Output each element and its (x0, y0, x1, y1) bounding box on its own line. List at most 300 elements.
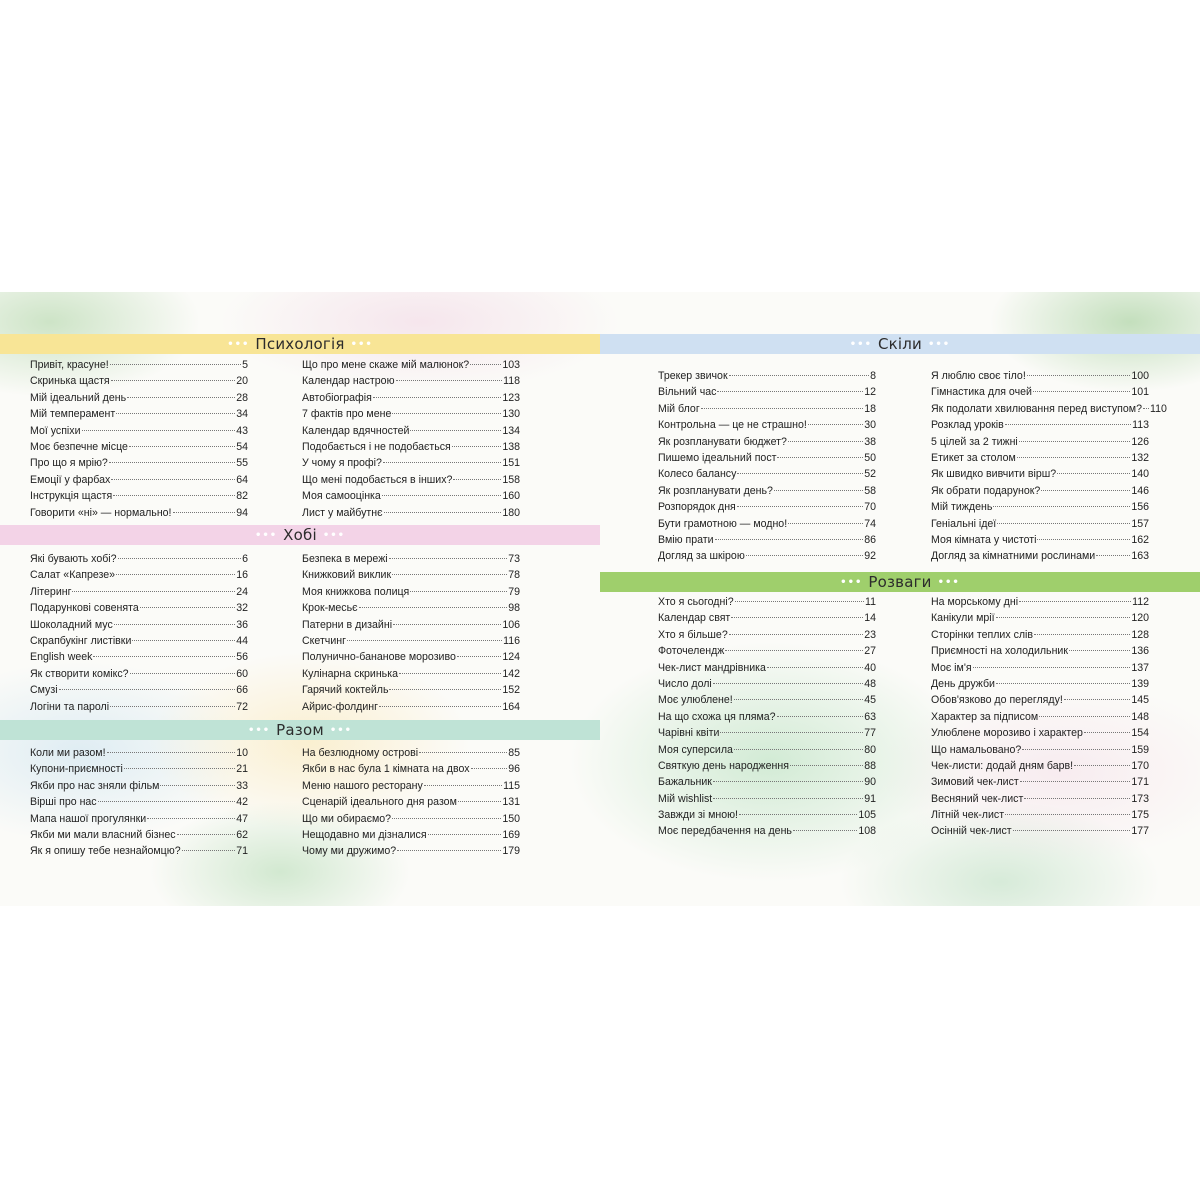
section-skills-header (600, 334, 1200, 354)
decor-dots: ••• (329, 724, 353, 736)
toc-entry-title: Якби в нас була 1 кімната на двох (302, 763, 470, 776)
dot-leader (130, 673, 236, 674)
toc-entry-title: Хто я сьогодні? (658, 596, 734, 608)
toc-entry (931, 758, 1149, 774)
dot-leader (392, 574, 507, 575)
toc-entry-page: 50 (864, 451, 876, 464)
toc-entry (30, 778, 248, 794)
toc-entry-page: 12 (864, 386, 876, 399)
toc-entry (30, 551, 248, 567)
toc-entry (931, 434, 1149, 450)
toc-entry (931, 742, 1149, 758)
toc-entry (302, 390, 520, 406)
dot-leader (471, 768, 508, 769)
toc-entry-title: Логіни та паролі (30, 700, 110, 713)
toc-entry (30, 699, 248, 715)
dot-leader (359, 607, 508, 608)
toc-entry-page: 92 (864, 550, 876, 563)
toc-entry (302, 357, 520, 373)
dot-leader (410, 430, 501, 431)
toc-entry-page: 138 (502, 440, 520, 453)
toc-entry-title: Кулінарна скринька (302, 667, 398, 680)
dot-leader (111, 479, 235, 480)
toc-entry-page: 179 (502, 845, 520, 858)
toc-entry-title: Які бувають хобі? (30, 553, 117, 565)
toc-entry-title: Коли ми разом! (30, 747, 106, 759)
toc-entry (931, 807, 1149, 823)
dot-leader (373, 397, 501, 398)
toc-entry-page: 113 (1132, 419, 1149, 432)
toc-entry-page: 36 (236, 618, 248, 631)
toc-entry-title: Вмію прати (658, 533, 714, 546)
toc-entry-title: Моя книжкова полиця (302, 585, 410, 598)
toc-entry-title: Якби про нас зняли фільм (30, 779, 160, 792)
toc-entry-title: Як обрати подарунок? (931, 484, 1041, 497)
dot-leader (734, 749, 863, 750)
toc-entry-page: 101 (1131, 386, 1149, 399)
section-hobby-header (0, 525, 600, 545)
toc-entry-page: 66 (236, 684, 248, 697)
dot-leader (777, 457, 863, 458)
toc-entry (302, 649, 520, 665)
toc-entry-title: Літеринг (30, 585, 72, 598)
toc-entry-page: 72 (236, 700, 248, 713)
toc-entry-page: 140 (1131, 468, 1149, 481)
toc-entry (30, 423, 248, 439)
toc-entry (931, 643, 1149, 659)
toc-entry-title: Скрапбукінг листівки (30, 634, 132, 647)
dot-leader (1005, 424, 1131, 425)
dot-leader (384, 512, 502, 513)
toc-entry-page: 20 (236, 375, 248, 388)
dot-leader (93, 656, 235, 657)
dot-leader (1143, 408, 1149, 409)
toc-entry-page: 64 (236, 473, 248, 486)
dot-leader (116, 413, 235, 414)
toc-entry (931, 466, 1149, 482)
dot-leader (147, 818, 235, 819)
toc-entry-title: На морському дні (931, 596, 1019, 608)
toc-entry-page: 79 (508, 585, 520, 598)
toc-entry-title: Моя суперсила (658, 743, 733, 756)
dot-leader (1039, 716, 1130, 717)
toc-entry-page: 171 (1131, 776, 1149, 789)
toc-entry (658, 676, 876, 692)
toc-entry-page: 126 (1131, 435, 1149, 448)
toc-entry-page: 45 (864, 694, 876, 707)
dot-leader (182, 850, 236, 851)
toc-entry (658, 709, 876, 725)
toc-entry-page: 145 (1131, 694, 1149, 707)
toc-entry (30, 682, 248, 698)
toc-entry-title: Вірші про нас (30, 796, 97, 809)
dot-leader (1017, 457, 1131, 458)
toc-entry-title: Бажальник (658, 776, 712, 789)
toc-entry-title: Осінній чек-лист (931, 825, 1012, 838)
dot-leader (1033, 391, 1130, 392)
toc-entry-title: Завжди зі мною! (658, 809, 738, 822)
toc-entry-title: Мій ідеальний день (30, 391, 127, 404)
toc-entry (931, 417, 1149, 433)
toc-entry (658, 532, 876, 548)
toc-entry (658, 483, 876, 499)
dot-leader (1084, 732, 1130, 733)
toc-entry-page: 18 (864, 402, 876, 415)
toc-entry-title: На безлюдному острові (302, 747, 419, 759)
toc-entry-page: 48 (864, 677, 876, 690)
section-fun-col1 (658, 594, 876, 840)
toc-entry (302, 745, 520, 761)
toc-entry-page: 105 (858, 809, 876, 822)
toc-entry-page: 44 (236, 634, 248, 647)
toc-entry-title: На що схожа ця пляма? (658, 710, 776, 723)
dot-leader (110, 364, 241, 365)
toc-entry-title: Чому ми дружимо? (302, 845, 397, 858)
toc-entry-page: 74 (864, 517, 876, 530)
toc-entry-title: Пишемо ідеальний пост (658, 451, 777, 464)
section-together-header (0, 720, 600, 740)
toc-entry (931, 660, 1149, 676)
dot-leader (717, 391, 863, 392)
dot-leader (72, 591, 235, 592)
toc-entry-page: 60 (236, 667, 248, 680)
dot-leader (788, 441, 863, 442)
toc-entry-title: Моє ім'я (931, 661, 972, 674)
toc-entry (658, 450, 876, 466)
toc-entry-page: 11 (865, 596, 876, 608)
toc-entry-page: 142 (502, 667, 520, 680)
decor-dots: ••• (840, 576, 863, 588)
toc-entry-page: 47 (236, 812, 248, 825)
dot-leader (997, 523, 1130, 524)
toc-entry-title: Календар вдячностей (302, 424, 410, 437)
toc-entry-page: 118 (503, 375, 520, 388)
toc-entry-page: 132 (1131, 451, 1149, 464)
dot-leader (1019, 441, 1131, 442)
toc-entry-title: Улюблене морозиво і характер (931, 727, 1083, 740)
dot-leader (713, 781, 863, 782)
left-page (0, 292, 600, 906)
toc-entry-page: 63 (864, 710, 876, 723)
toc-entry-page: 112 (1132, 596, 1149, 608)
toc-entry (658, 401, 876, 417)
section-together-col2 (302, 745, 520, 860)
toc-entry (931, 791, 1149, 807)
toc-entry-title: Говорити «ні» — нормально! (30, 506, 172, 519)
dot-leader (767, 667, 863, 668)
dot-leader (746, 555, 863, 556)
toc-entry-title: Патерни в дизайні (302, 618, 393, 631)
toc-entry-title: Мій тиждень (931, 501, 993, 514)
toc-entry-title: Мій темперамент (30, 408, 116, 421)
toc-entry-title: English week (30, 651, 93, 664)
toc-entry-page: 62 (236, 828, 248, 841)
toc-entry-page: 10 (236, 747, 248, 759)
toc-entry (931, 401, 1167, 417)
toc-entry (302, 827, 520, 843)
toc-entry-page: 124 (502, 651, 520, 664)
toc-entry (931, 532, 1149, 548)
dot-leader (737, 506, 863, 507)
toc-entry (931, 692, 1149, 708)
toc-entry (931, 483, 1149, 499)
toc-entry-page: 136 (1131, 645, 1149, 658)
toc-entry-page: 116 (503, 634, 520, 647)
dot-leader (452, 446, 502, 447)
toc-entry (302, 633, 520, 649)
toc-entry (30, 439, 248, 455)
toc-entry (30, 649, 248, 665)
toc-entry-title: Хто я більше? (658, 628, 728, 641)
toc-entry-page: 55 (236, 457, 248, 470)
decor-dots: ••• (322, 529, 346, 541)
toc-entry-title: Чек-лист мандрівника (658, 661, 766, 674)
toc-entry-title: Чарівні квіти (658, 727, 720, 740)
dot-leader (397, 850, 501, 851)
toc-entry-title: Лист у майбутнє (302, 506, 383, 519)
dot-leader (98, 801, 236, 802)
section-together-col1 (30, 745, 248, 860)
toc-entry-page: 173 (1131, 792, 1149, 805)
toc-entry-page: 103 (502, 359, 520, 371)
dot-leader (713, 683, 863, 684)
toc-entry (658, 660, 876, 676)
toc-entry-page: 180 (502, 506, 520, 519)
toc-entry-title: Гарячий коктейль (302, 684, 389, 697)
toc-entry-page: 28 (236, 391, 248, 404)
toc-entry (931, 548, 1149, 564)
toc-entry-title: Геніальні ідеї (931, 517, 997, 530)
toc-entry-title: Літній чек-лист (931, 809, 1005, 822)
toc-entry (931, 610, 1149, 626)
toc-entry-title: Мій wishlist (658, 792, 713, 805)
toc-entry-page: 32 (236, 602, 248, 615)
toc-entry (30, 584, 248, 600)
toc-entry (302, 843, 520, 859)
toc-entry (302, 567, 520, 583)
dot-leader (129, 446, 235, 447)
toc-entry-title: Бути грамотною — модно! (658, 517, 788, 530)
dot-leader (59, 689, 236, 690)
toc-entry (302, 406, 520, 422)
toc-entry-page: 100 (1131, 370, 1149, 382)
toc-entry-page: 85 (508, 747, 520, 759)
toc-entry (30, 617, 248, 633)
toc-entry (30, 761, 248, 777)
toc-entry-page: 120 (1131, 612, 1149, 625)
toc-entry-title: Подарункові совенята (30, 602, 139, 615)
toc-entry (302, 373, 520, 389)
toc-entry-page: 106 (502, 618, 520, 631)
decor-dots: ••• (849, 338, 872, 350)
toc-entry (30, 505, 248, 521)
toc-entry-title: Сторінки теплих слів (931, 628, 1034, 641)
dot-leader (808, 424, 863, 425)
dot-leader (118, 558, 242, 559)
toc-entry (658, 807, 876, 823)
toc-entry-title: Що про мене скаже мій малюнок? (302, 359, 470, 371)
toc-entry-page: 159 (1131, 743, 1149, 756)
toc-entry-title: Айрис-фолдинг (302, 700, 378, 713)
toc-entry-page: 78 (508, 569, 520, 582)
toc-entry (30, 567, 248, 583)
toc-entry-page: 150 (502, 812, 520, 825)
toc-entry-title: Книжковий виклик (302, 569, 392, 582)
toc-entry-page: 88 (864, 759, 876, 772)
toc-entry-title: Емоції у фарбах (30, 473, 111, 486)
toc-entry-page: 52 (864, 468, 876, 481)
dot-leader (389, 558, 508, 559)
dot-leader (419, 752, 507, 753)
toc-entry (30, 455, 248, 471)
dot-leader (996, 617, 1131, 618)
dot-leader (410, 591, 507, 592)
toc-entry-title: Календар свят (658, 612, 731, 625)
toc-entry-page: 42 (236, 796, 248, 809)
toc-entry-title: Скринька щастя (30, 375, 110, 388)
toc-entry (658, 791, 876, 807)
section-psychology-col2 (302, 357, 520, 521)
toc-entry-page: 90 (864, 776, 876, 789)
toc-entry-page: 156 (1131, 501, 1149, 514)
toc-entry-page: 152 (502, 684, 520, 697)
decor-dots: ••• (937, 576, 960, 588)
toc-entry-page: 163 (1131, 550, 1149, 563)
toc-entry-page: 128 (1131, 628, 1149, 641)
toc-entry-title: Вільний час (658, 386, 717, 399)
toc-entry (302, 761, 520, 777)
decor-dots: ••• (247, 724, 271, 736)
toc-entry (302, 439, 520, 455)
toc-entry-title: Мій блог (658, 402, 700, 415)
toc-entry (931, 676, 1149, 692)
section-hobby-col2 (302, 551, 520, 715)
dot-leader (734, 699, 863, 700)
toc-entry (931, 499, 1149, 515)
toc-entry (658, 692, 876, 708)
toc-entry (30, 406, 248, 422)
toc-entry-title: Як розпланувати день? (658, 484, 773, 497)
dot-leader (457, 656, 501, 657)
toc-entry-title: Трекер звичок (658, 370, 728, 382)
toc-entry-title: Скетчинг (302, 634, 346, 647)
toc-entry (302, 505, 520, 521)
dot-leader (1034, 634, 1130, 635)
toc-entry-title: Обов'язково до перегляду! (931, 694, 1063, 707)
dot-leader (110, 706, 235, 707)
toc-entry-title: Розпорядок дня (658, 501, 736, 514)
toc-entry-page: 86 (864, 533, 876, 546)
section-hobby-col1 (30, 551, 248, 715)
toc-entry-page: 115 (503, 779, 520, 792)
toc-entry-title: Число долі (658, 677, 712, 690)
book-spread (0, 292, 1200, 906)
toc-entry (302, 682, 520, 698)
dot-leader (1022, 749, 1130, 750)
dot-leader (383, 462, 501, 463)
toc-entry-title: Шоколадний мус (30, 618, 113, 631)
toc-entry-title: Що ми обираємо? (302, 812, 392, 825)
toc-entry-title: Автобіографія (302, 391, 372, 404)
toc-entry (931, 450, 1149, 466)
toc-entry-page: 16 (236, 569, 248, 582)
toc-entry-title: Чек-листи: додай дням барв! (931, 759, 1074, 772)
toc-entry-page: 21 (236, 763, 248, 776)
toc-entry-page: 43 (236, 424, 248, 437)
toc-entry-page: 157 (1131, 517, 1149, 530)
dot-leader (720, 732, 863, 733)
toc-entry-title: Етикет за столом (931, 451, 1016, 464)
toc-entry-title: Характер за підписом (931, 710, 1039, 723)
toc-entry-page: 177 (1131, 825, 1149, 838)
toc-entry-page: 34 (236, 408, 248, 421)
toc-entry (30, 373, 248, 389)
dot-leader (739, 814, 857, 815)
toc-entry (658, 548, 876, 564)
toc-entry-title: Полунично-бананове морозиво (302, 651, 456, 664)
dot-leader (735, 601, 864, 602)
toc-entry (302, 455, 520, 471)
dot-leader (382, 495, 502, 496)
toc-entry (931, 368, 1149, 384)
dot-leader (788, 523, 863, 524)
dot-leader (132, 640, 235, 641)
toc-entry-page: 108 (858, 825, 876, 838)
toc-entry-page: 148 (1131, 710, 1149, 723)
dot-leader (393, 624, 501, 625)
dot-leader (124, 768, 235, 769)
toc-entry-page: 82 (236, 490, 248, 503)
toc-entry-page: 27 (864, 645, 876, 658)
dot-leader (1013, 830, 1131, 831)
dot-leader (713, 798, 863, 799)
toc-entry-title: Святкую день народження (658, 759, 789, 772)
toc-entry (658, 774, 876, 790)
section-fun-header (600, 572, 1200, 592)
toc-entry-title: Колесо балансу (658, 468, 737, 481)
toc-entry-title: Моє улюблене! (658, 694, 733, 707)
toc-entry (658, 610, 876, 626)
section-psychology-header (0, 334, 600, 354)
toc-entry-page: 96 (508, 763, 520, 776)
toc-entry-page: 38 (864, 435, 876, 448)
toc-entry-title: Моя самооцінка (302, 490, 381, 503)
toc-entry (30, 811, 248, 827)
dot-leader (116, 574, 235, 575)
toc-entry-page: 123 (502, 391, 520, 404)
toc-entry-page: 14 (864, 612, 876, 625)
toc-entry-page: 5 (242, 359, 248, 371)
toc-entry-title: Як створити комікс? (30, 667, 129, 680)
toc-entry (658, 758, 876, 774)
dot-leader (729, 634, 863, 635)
toc-entry-title: 7 фактів про мене (302, 408, 392, 421)
toc-entry-title: Мої успіхи (30, 424, 81, 437)
toc-entry-title: Салат «Капрезе» (30, 569, 116, 582)
section-title: Скіли (877, 335, 923, 353)
toc-entry (302, 423, 520, 439)
toc-entry-page: 110 (1150, 402, 1167, 415)
toc-entry (658, 417, 876, 433)
dot-leader (1037, 539, 1130, 540)
dot-leader (453, 479, 501, 480)
toc-entry (302, 617, 520, 633)
toc-entry (302, 600, 520, 616)
toc-entry (931, 627, 1149, 643)
right-page (600, 292, 1200, 906)
decor-dots: ••• (350, 338, 373, 350)
toc-entry-title: Моє передбачення на день (658, 825, 792, 838)
